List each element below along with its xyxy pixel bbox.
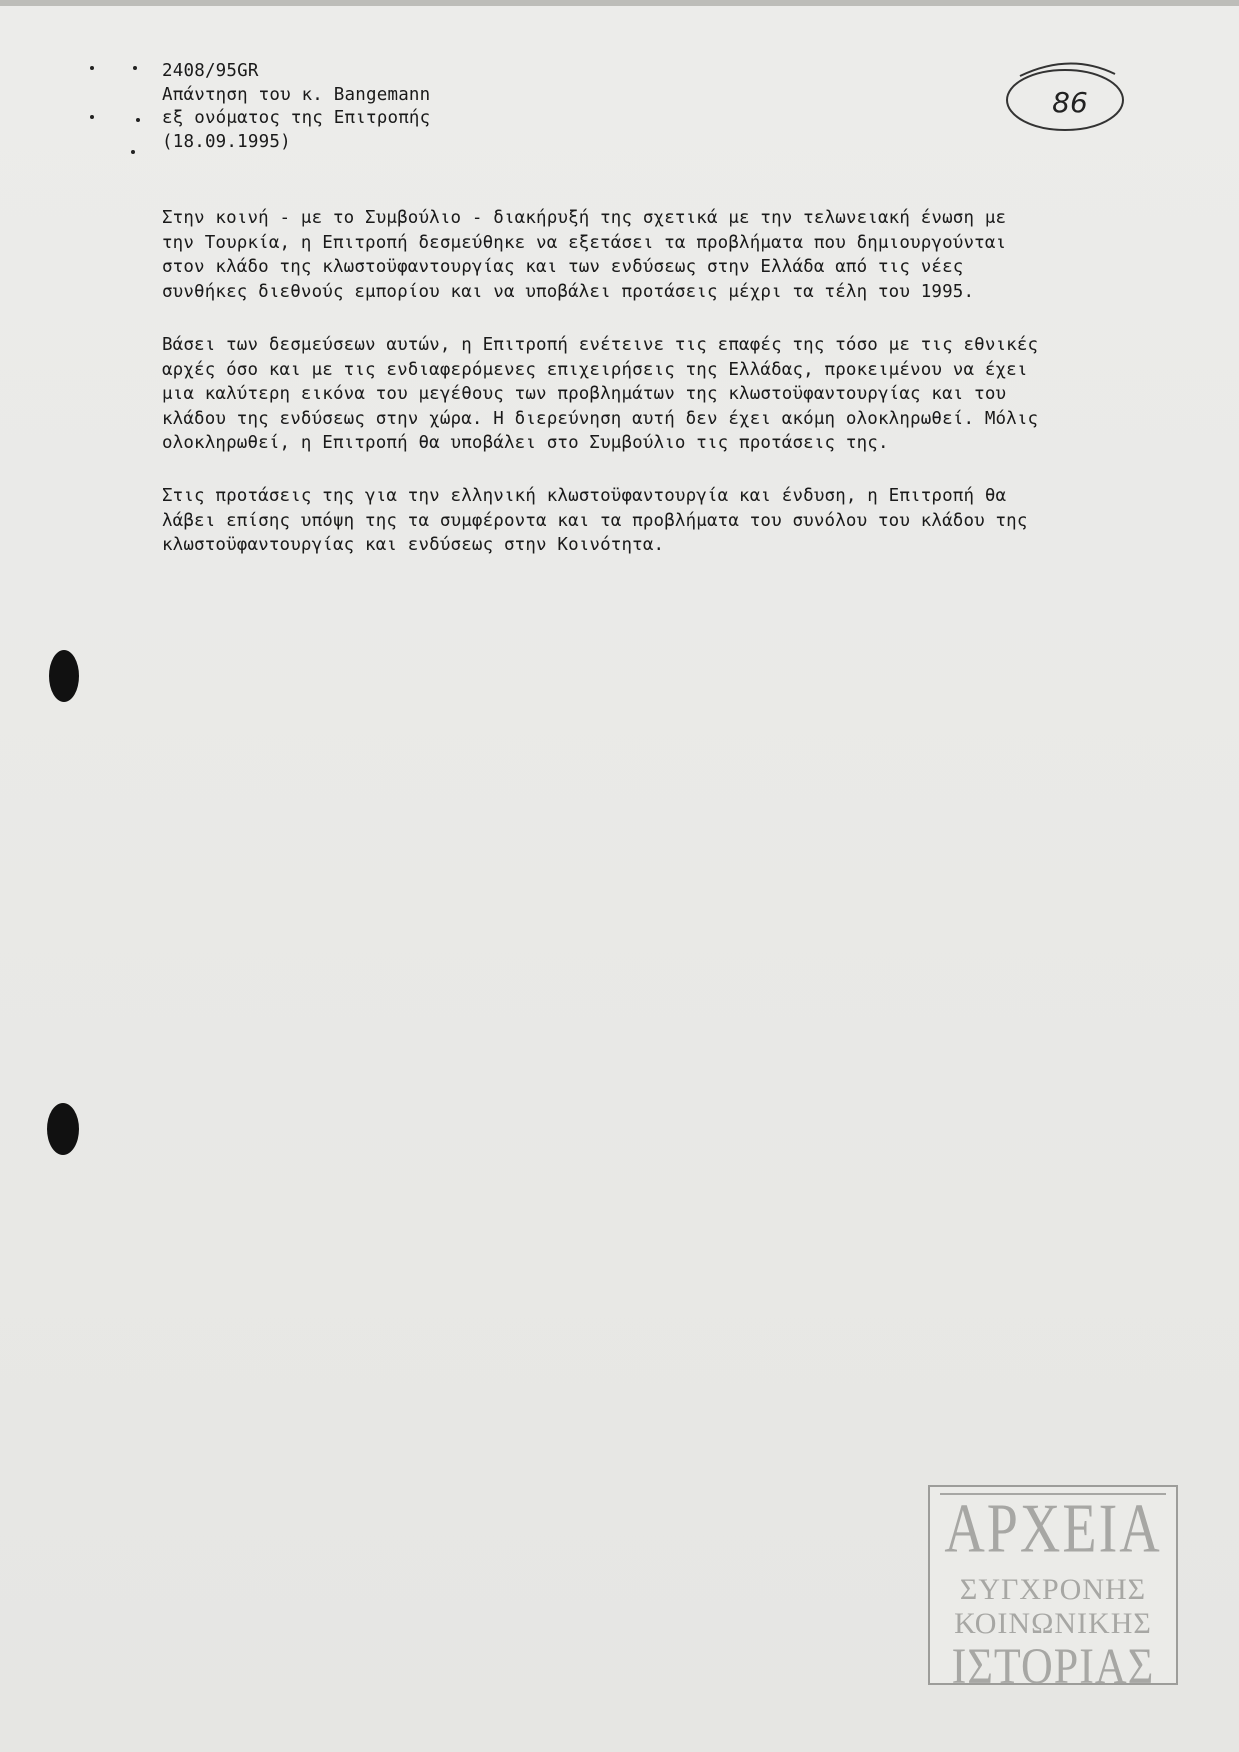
margin-dot [90,66,94,70]
margin-dot [90,115,94,119]
reference-number: 2408/95GR [162,61,259,81]
margin-dot [131,150,135,154]
archive-watermark-stamp [928,1485,1178,1695]
archive-line-3: ΚΟΙΝΩΝΙΚΗΣ [954,1607,1152,1640]
paragraph-3: Στις προτάσεις της για την ελληνική κλωστοϋφαντουργία και ένδυση, η Επιτροπή θα λάβει επίσης υπόψη της τα συμφέροντα και τα προβλήματα του συνόλου του κλάδου της κλωστοϋφαντουργίας και ενδύσεως στην Κοινότητα. [162,486,1028,555]
answer-date: (18.09.1995) [162,131,291,152]
paragraph-1: Στην κοινή - με το Συμβούλιο - διακήρυξή της σχετικά με την τελωνειακή ένωση με την Τουρκία, η Επιτροπή δεσμεύθηκε να εξετάσει τα προβλήματα που δημιουργούνται στον κλάδο της κλωστοϋφαντουργίας και των ενδύσεως στην Ελλάδα από τις νέες συνθήκες διεθνούς εμπορίου και να υποβάλει προτάσεις μέχρι τα τέλη του 1995. [162,208,1007,302]
margin-dot [133,66,137,70]
scan-edge [0,0,1239,6]
paragraph-2: Βάσει των δεσμεύσεων αυτών, η Επιτροπή ενέτεινε τις επαφές της τόσο με τις εθνικές αρχές όσο και με τις ενδιαφερόμενες επιχειρήσεις της Ελλάδας, προκειμένου να έχει μια καλύτερη εικόνα του μεγέθους των προβλημάτων της κλωστοϋφαντουργίας και του κλάδου της ενδύσεως στην χώρα. Η διερεύνηση αυτή δεν έχει ακόμη ολοκληρωθεί. Μόλις ολοκληρωθεί, η Επιτροπή θα υποβάλει στο Συμβούλιο τις προτάσεις της. [162,335,1039,453]
document-header [162,60,430,154]
punch-hole-mark [47,1103,79,1155]
archive-line-2: ΣΥΓΧΡΟΝΗΣ [959,1573,1147,1606]
margin-dot [136,118,140,122]
stamp-number: 86 [1052,86,1088,119]
on-behalf-line: εξ ονόματος της Επιτροπής [162,108,431,128]
page-number-stamp [1000,56,1130,146]
punch-hole-mark [49,650,79,702]
archive-line-4: ΙΣΤΟΡΙΑΣ [951,1638,1155,1695]
archive-line-1: ΑΡΧΕΙΑ [944,1490,1162,1568]
answer-by-line: Απάντηση του κ. Bangemann [162,84,431,105]
